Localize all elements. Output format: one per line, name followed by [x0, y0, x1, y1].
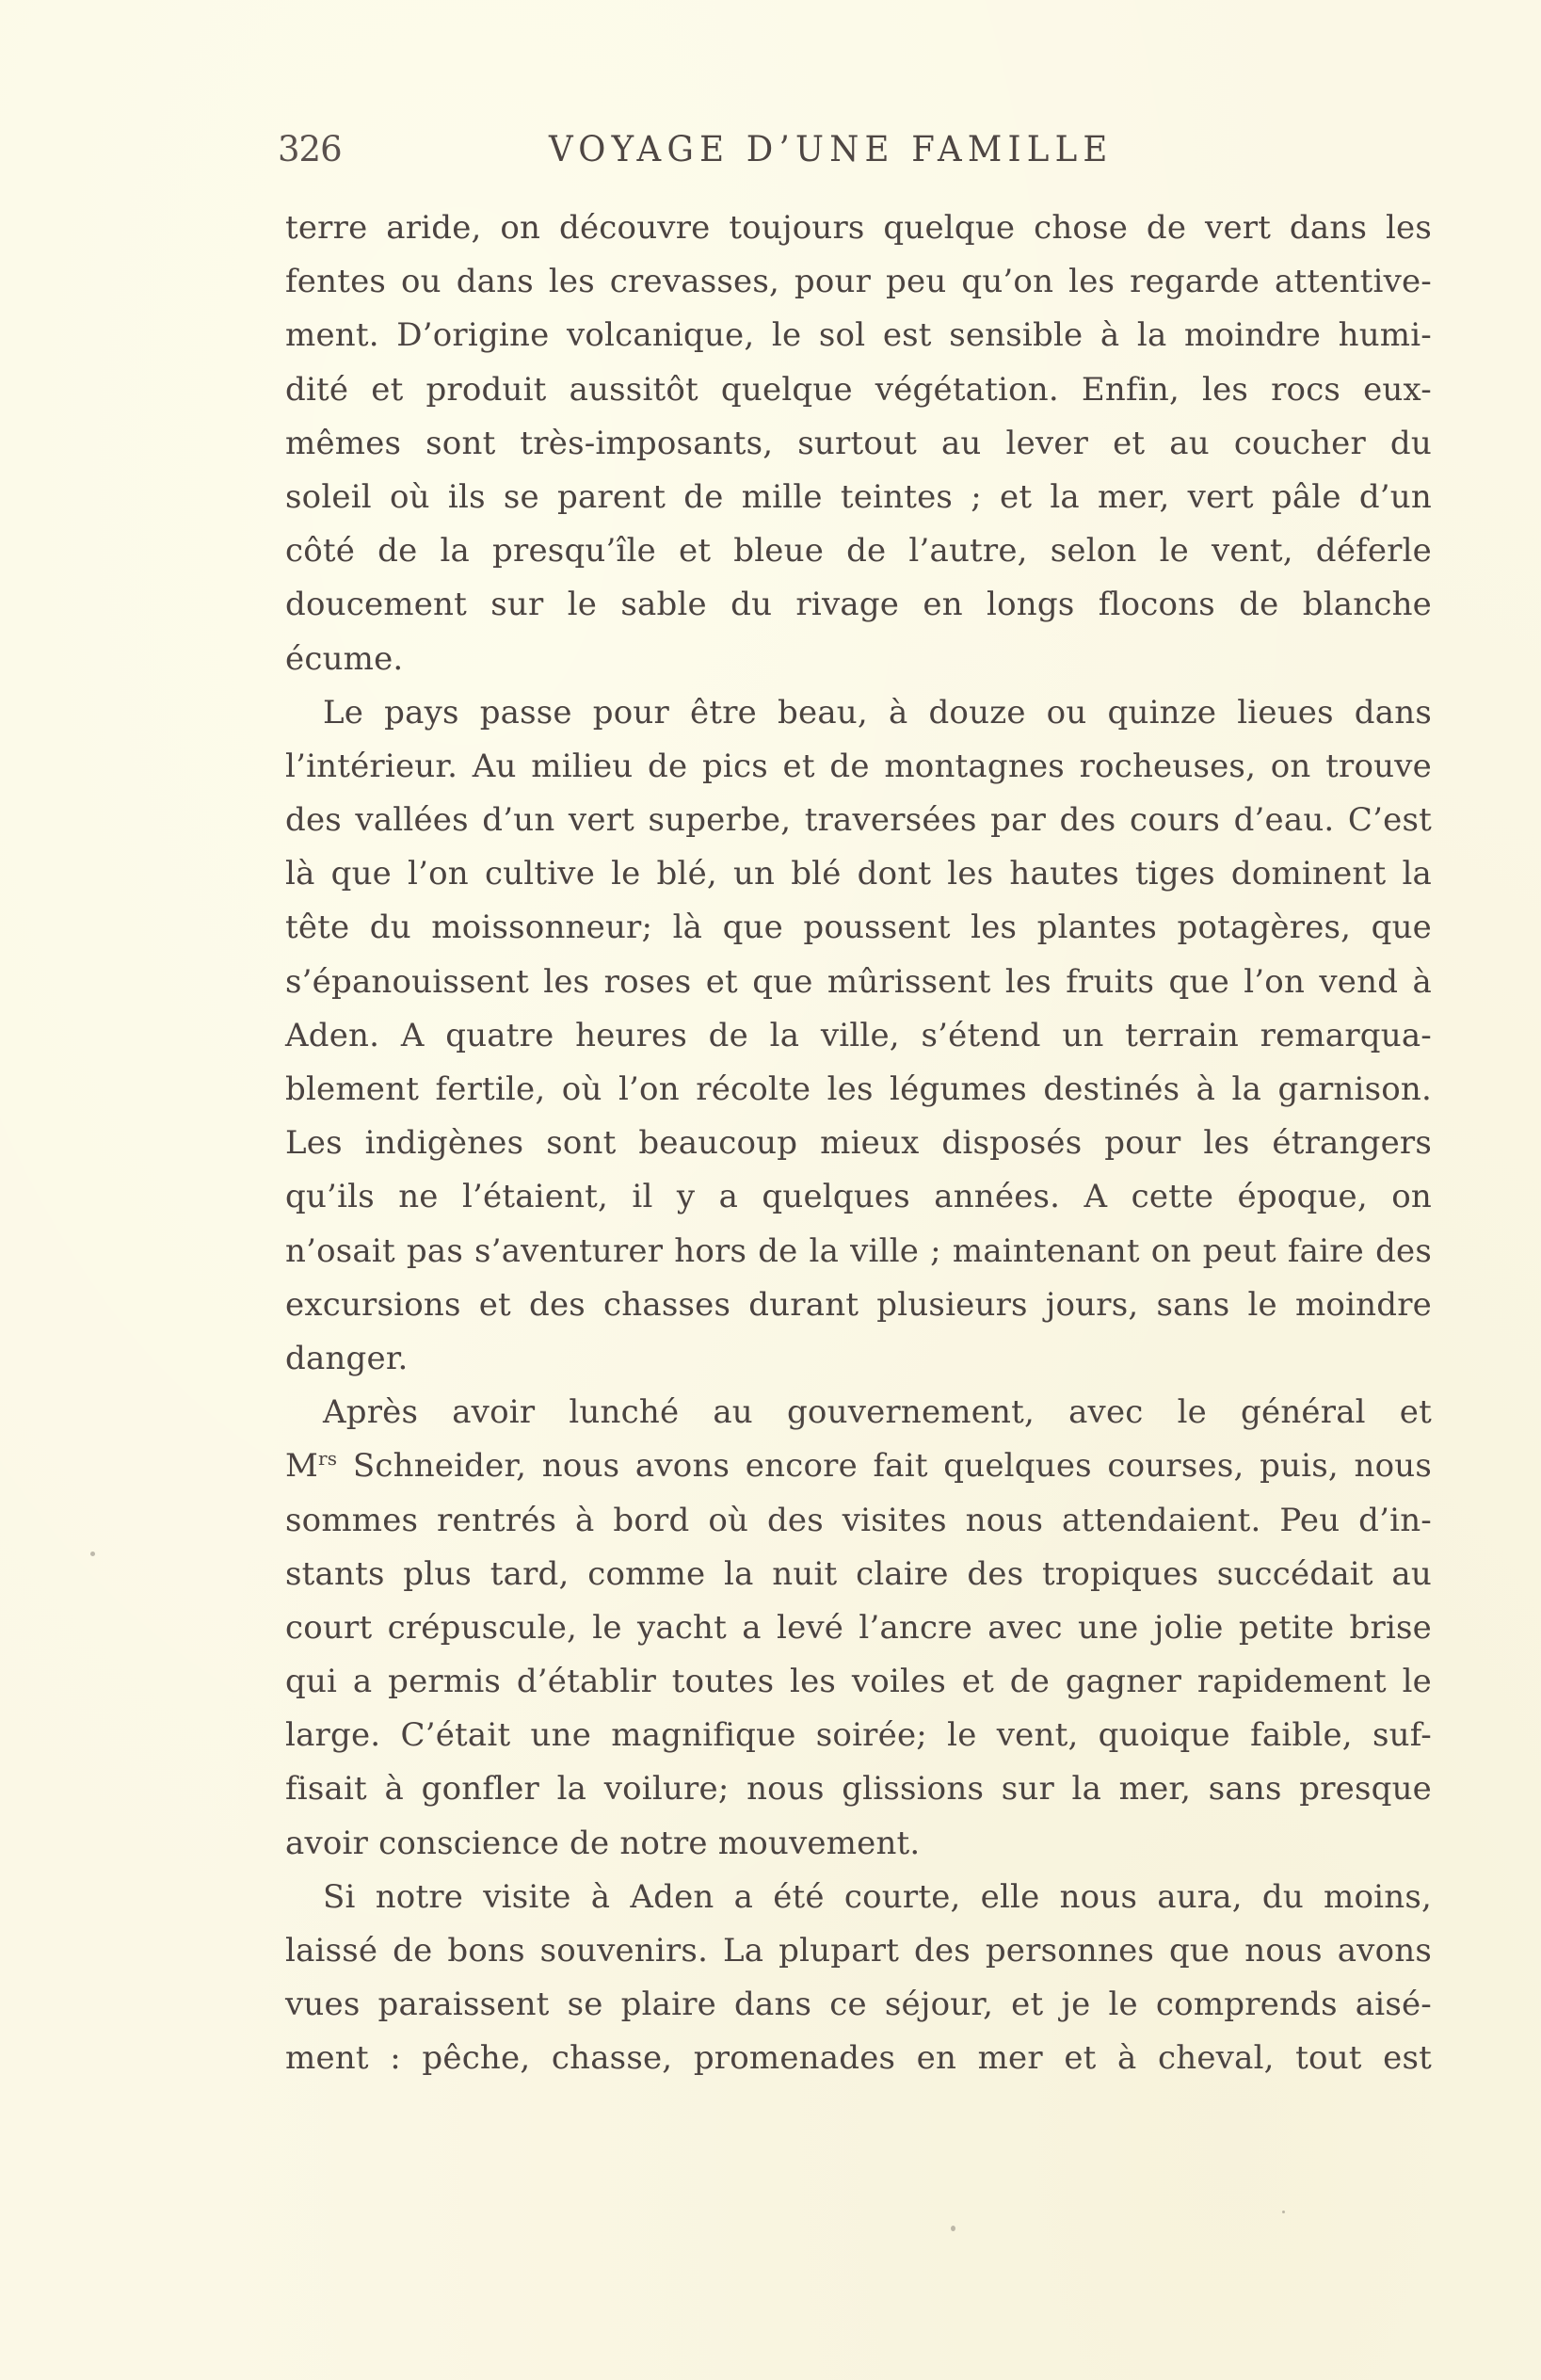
text-line: là que l’on cultive le blé, un blé dont les hautes tiges dominent la	[285, 855, 1432, 893]
text-line: terre aride, on découvre toujours quelque chose de vert dans les	[285, 209, 1432, 247]
text-line-with-abbreviation	[285, 1439, 1432, 1493]
text-line: mêmes sont très-imposants, surtout au lever et au coucher du	[285, 424, 1432, 462]
page-number: 326	[278, 129, 342, 169]
text-line: n’osait pas s’aventurer hors de la ville ; maintenant on peut faire des	[285, 1231, 1432, 1270]
text-line: ment. D’origine volcanique, le sol est sensible à la moindre humi-	[285, 316, 1432, 355]
abbreviation-base: M	[285, 1447, 319, 1486]
paper-speck	[951, 2226, 955, 2231]
text-line: Si notre visite à Aden a été courte, elle nous aura, du moins,	[323, 1877, 1432, 1916]
text-line: ment : pêche, chasse, promenades en mer et à cheval, tout est	[285, 2039, 1432, 2078]
text-line: doucement sur le sable du rivage en longs flocons de blanche	[285, 586, 1432, 624]
text-line: Les indigènes sont beaucoup mieux disposés pour les étrangers	[285, 1124, 1432, 1163]
text-line: stants plus tard, comme la nuit claire des tropiques succédait au	[285, 1554, 1432, 1593]
text-line: Après avoir lunché au gouvernement, avec le général et	[323, 1393, 1432, 1432]
abbreviation-line	[285, 1439, 1432, 1493]
text-line: côté de la presqu’île et bleue de l’autre, selon le vent, déferle	[285, 532, 1432, 571]
paper-speck	[1282, 2211, 1285, 2213]
text-line: qui a permis d’établir toutes les voiles et de gagner rapidement le	[285, 1663, 1432, 1701]
text-line: tête du moissonneur; là que poussent les plantes potagères, que	[285, 909, 1432, 947]
paper-speck	[90, 1552, 95, 1556]
text-line: écume.	[285, 639, 404, 678]
text-line: fentes ou dans les crevasses, pour peu qu’on les regarde attentive-	[285, 263, 1432, 301]
text-line: Schneider, nous avons encore fait quelques courses, puis, nous	[352, 1447, 1432, 1486]
paragraph-4	[285, 1871, 1432, 2086]
text-line: dité et produit aussitôt quelque végétation. Enfin, les rocs eux-	[285, 370, 1432, 409]
text-line: Le pays passe pour être beau, à douze ou quinze lieues dans	[323, 693, 1432, 732]
text-line: court crépuscule, le yacht a levé l’ancre avec une jolie petite brise	[285, 1608, 1432, 1647]
text-line: excursions et des chasses durant plusieurs jours, sans le moindre	[285, 1285, 1432, 1324]
text-line: large. C’était une magnifique soirée; le vent, quoique faible, suf-	[285, 1716, 1432, 1755]
text-line: fisait à gonfler la voilure; nous glissions sur la mer, sans presque	[285, 1770, 1432, 1809]
text-line: qu’ils ne l’étaient, il y a quelques années. A cette époque, on	[285, 1178, 1432, 1216]
running-title: VOYAGE D’UNE FAMILLE	[549, 129, 1114, 169]
text-line: l’intérieur. Au milieu de pics et de montagnes rocheuses, on trouve	[285, 747, 1432, 785]
running-head	[278, 126, 1431, 173]
text-line: Aden. A quatre heures de la ville, s’étend un terrain remarqua-	[285, 1016, 1432, 1054]
paragraph-2	[285, 686, 1432, 1386]
text-line: blement fertile, où l’on récolte les légumes destinés à la garnison.	[285, 1070, 1432, 1108]
abbreviation-superscript: rs	[318, 1447, 338, 1471]
body-text	[285, 201, 1432, 2086]
text-line: soleil où ils se parent de mille teintes ; et la mer, vert pâle d’un	[285, 477, 1432, 516]
text-line: vues paraissent se plaire dans ce séjour, et je le comprends aisé-	[285, 1986, 1432, 2024]
text-line: avoir conscience de notre mouvement.	[285, 1824, 921, 1862]
paragraph-3	[285, 1386, 1432, 1871]
text-line: s’épanouissent les roses et que mûrissent les fruits que l’on vend à	[285, 962, 1432, 1001]
text-line: laissé de bons souvenirs. La plupart des personnes que nous avons	[285, 1932, 1432, 1970]
text-line: sommes rentrés à bord où des visites nous attendaient. Peu d’in-	[285, 1501, 1432, 1539]
text-line: des vallées d’un vert superbe, traversées par des cours d’eau. C’est	[285, 801, 1432, 840]
paragraph-1	[285, 201, 1432, 686]
text-line: danger.	[285, 1339, 409, 1377]
